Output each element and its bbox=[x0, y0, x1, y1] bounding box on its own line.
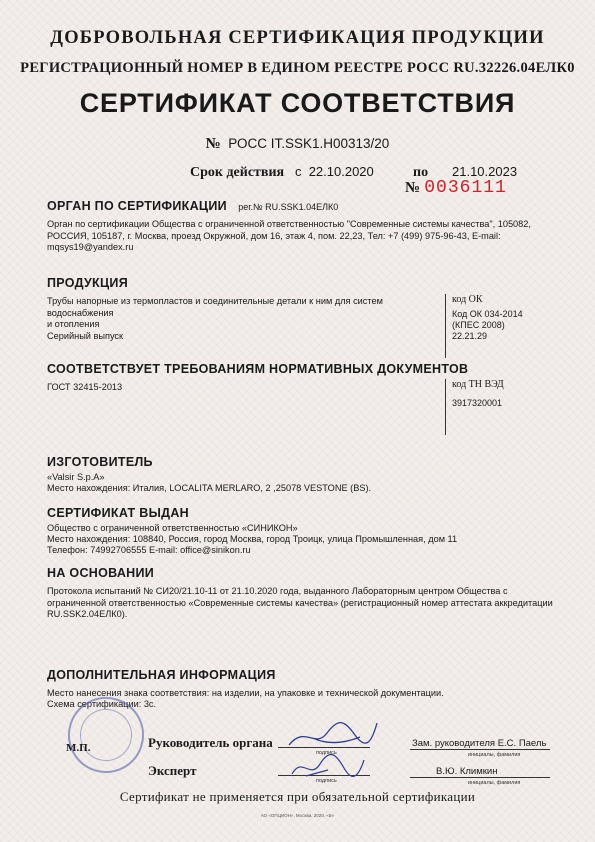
validity-from: 22.10.2020 bbox=[308, 164, 374, 179]
certificate-number-label: № bbox=[205, 136, 221, 152]
certificate-number bbox=[0, 136, 595, 153]
section-additional-info-heading: ДОПОЛНИТЕЛЬНАЯ ИНФОРМАЦИЯ bbox=[47, 668, 276, 682]
products-description: Трубы напорные из термопластов и соединительные детали к ним для систем водоснабжения и отопления Серийный выпуск bbox=[47, 296, 383, 341]
header-registration-number: РЕГИСТРАЦИОННЫЙ НОМЕР В ЕДИНОМ РЕЕСТРЕ РОСС RU.32226.04ЕЛК0 bbox=[20, 60, 575, 76]
validity-from-prefix: с bbox=[294, 164, 302, 179]
head-name-caption: инициалы, фамилия bbox=[468, 752, 521, 758]
okpd-code-heading: код ОК bbox=[452, 294, 483, 305]
conformity-standard: ГОСТ 32415-2013 bbox=[47, 382, 123, 392]
expert-signature-caption: подпись bbox=[316, 778, 337, 784]
expert-label: Эксперт bbox=[148, 763, 197, 778]
expert-name: В.Ю. Климкин bbox=[436, 766, 498, 777]
validity-period bbox=[190, 164, 374, 181]
section-certification-body-heading: ОРГАН ПО СЕРТИФИКАЦИИ рег.№ RU.SSK1.04ЕЛК0 bbox=[47, 199, 339, 213]
issued-to-contacts: Телефон: 74992706555 E-mail: office@sinikon.ru bbox=[47, 545, 251, 555]
head-of-body-label: Руководитель органа bbox=[148, 735, 273, 750]
basis-text: Протокола испытаний № СИ20/21.10-11 от 21.10.2020 года, выданного Лабораторным центром Общества с ограниченной ответственностью «Современные системы качества» (регистрационный номер аттестата аккредитации RU.SSK2.04ЕЛК0). bbox=[47, 586, 553, 619]
manufacturer-address: Место нахождения: Италия, LOCALITA MERLARO, 2 ,25078 VESTONE (BS). bbox=[47, 483, 372, 493]
head-signature-caption: подпись bbox=[316, 750, 337, 756]
issued-to-address: Место нахождения: 108840, Россия, город Москва, город Троицк, улица Промышленная, дом 11 bbox=[47, 534, 458, 544]
printer-imprint: АО «ОПЦИОН», Москва, 2020, «Б» bbox=[260, 813, 335, 818]
section-manufacturer-heading: ИЗГОТОВИТЕЛЬ bbox=[47, 455, 153, 469]
section-issued-to-heading: СЕРТИФИКАТ ВЫДАН bbox=[47, 506, 189, 520]
form-number bbox=[405, 178, 507, 198]
certification-body-text: Орган по сертификации Общества с ограниченной ответственностью "Современные системы качества", 105082, РОССИЯ, 105187, г. Москва, проезд Окружной, дом 16, этаж 4, пом. 22,23, Тел: +7 (499) 975-96-43, E-mail: mqsys19@yandex.ru bbox=[47, 219, 531, 252]
tnved-code-box bbox=[445, 379, 504, 435]
section-products-heading: ПРОДУКЦИЯ bbox=[47, 276, 128, 290]
expert-name-caption: инициалы, фамилия bbox=[468, 780, 521, 786]
tnved-code-value: 3917320001 bbox=[452, 398, 503, 408]
additional-info-mark-place: Место нанесения знака соответствия: на изделии, на упаковке и технической документации. bbox=[47, 688, 444, 698]
additional-info-scheme: Схема сертификации: 3с. bbox=[47, 699, 157, 709]
form-number-sign: № bbox=[405, 180, 421, 196]
okpd-code-box: код ОК Код ОК 034-2014 (КПЕС 2008) 22.21.29 bbox=[445, 294, 523, 358]
section-conformity-heading: СООТВЕТСТВУЕТ ТРЕБОВАНИЯМ НОРМАТИВНЫХ ДОКУМЕНТОВ bbox=[47, 362, 469, 376]
manufacturer-name: «Valsir S.p.A» bbox=[47, 472, 105, 482]
validity-label: Срок действия bbox=[190, 165, 285, 180]
stamp-place-label: М.П. bbox=[66, 742, 91, 754]
section-basis-heading: НА ОСНОВАНИИ bbox=[47, 566, 155, 580]
certification-body-reg-number: рег.№ RU.SSK1.04ЕЛК0 bbox=[238, 202, 339, 212]
header-voluntary-certification: ДОБРОВОЛЬНАЯ СЕРТИФИКАЦИЯ ПРОДУКЦИИ bbox=[50, 28, 545, 48]
form-number-value: 0036111 bbox=[424, 178, 507, 198]
expert-signature-scribble bbox=[288, 750, 368, 784]
head-name: Зам. руководителя Е.С. Паель bbox=[412, 738, 547, 749]
tnved-code-heading: код ТН ВЭД bbox=[452, 379, 504, 390]
validity-to: 21.10.2023 bbox=[452, 164, 518, 179]
certificate-number-value: РОСС IT.SSK1.H00313/20 bbox=[228, 136, 390, 151]
issued-to-name: Общество с ограниченной ответственностью «СИНИКОН» bbox=[47, 523, 298, 533]
document-title: СЕРТИФИКАТ СООТВЕТСТВИЯ bbox=[79, 88, 516, 118]
footer-note: Сертификат не применяется при обязательной сертификации bbox=[119, 789, 476, 804]
validity-to-prefix: по bbox=[413, 165, 429, 180]
